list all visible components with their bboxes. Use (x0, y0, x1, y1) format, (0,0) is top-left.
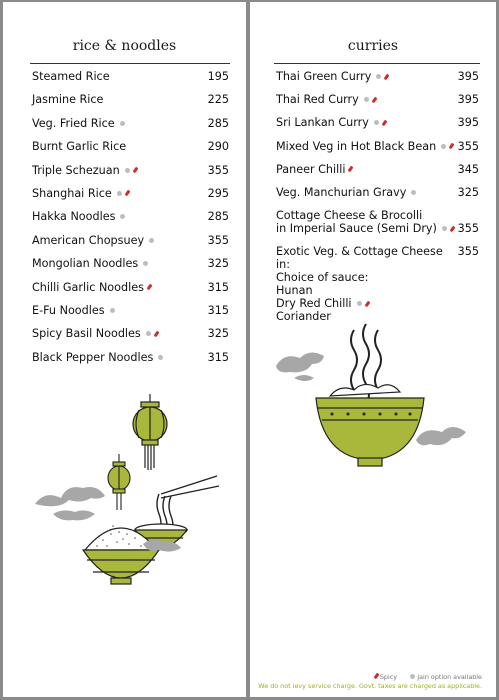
jain-icon (357, 301, 362, 306)
chili-icon (373, 673, 379, 680)
lantern-noodle-illustration (33, 394, 233, 614)
menu-item (32, 304, 229, 317)
jain-icon (146, 331, 151, 336)
section-heading-rice-noodles: rice & noodles (72, 38, 177, 54)
jain-icon (120, 214, 125, 219)
curry-bowl-illustration (274, 320, 484, 470)
item-price: 355 (207, 163, 229, 177)
chili-icon (449, 143, 455, 150)
menu-item (32, 93, 229, 106)
menu-item (32, 164, 229, 177)
sauce-option: Coriander (276, 310, 331, 324)
chili-icon (348, 166, 354, 173)
menu-item (276, 93, 479, 106)
item-name-line: Choice of sauce: (276, 271, 369, 285)
chili-icon (153, 330, 159, 337)
item-name: Spicy Basil Noodles (32, 327, 141, 341)
chili-icon (364, 300, 370, 307)
item-price: 355 (207, 233, 229, 247)
section-heading-curries: curries (347, 38, 399, 54)
menu-item (32, 234, 229, 247)
menu-item (32, 210, 229, 223)
menu-item (32, 351, 229, 364)
menu-item (32, 70, 229, 83)
item-name: Chilli Garlic Noodles (32, 280, 144, 294)
menu-item (32, 117, 229, 130)
menu-item (32, 327, 229, 340)
item-price: 345 (457, 162, 479, 176)
menu-item (32, 281, 229, 294)
jain-icon (376, 74, 381, 79)
item-name: Shanghai Rice (32, 186, 112, 200)
chili-icon (371, 96, 377, 103)
menu-item (276, 140, 479, 153)
jain-icon (158, 355, 163, 360)
item-name: E-Fu Noodles (32, 303, 105, 317)
chili-icon (449, 225, 455, 232)
jain-icon (364, 97, 369, 102)
item-name: Veg. Manchurian Gravy (276, 185, 407, 199)
jain-icon (143, 261, 148, 266)
left-menu-page (3, 2, 246, 697)
item-price: 395 (457, 70, 479, 83)
heading-divider (30, 63, 230, 64)
menu-item (276, 186, 479, 199)
sauce-option: Dry Red Chilli (276, 297, 352, 311)
jain-icon (442, 226, 447, 231)
jain-icon (374, 120, 379, 125)
item-price: 295 (207, 186, 229, 200)
item-name: Mongolian Noodles (32, 257, 139, 271)
item-price: 325 (457, 185, 479, 199)
item-price: 285 (207, 210, 229, 224)
jain-icon (125, 168, 130, 173)
menu-item (276, 209, 479, 235)
item-price: 315 (207, 303, 229, 317)
item-name-line: in Imperial Sauce (Semi Dry) (276, 222, 437, 236)
chili-icon (124, 190, 130, 197)
menu-item (276, 245, 479, 323)
curries-list (276, 70, 479, 334)
item-price: 325 (207, 257, 229, 271)
item-price: 225 (207, 93, 229, 107)
item-name: Thai Green Curry (276, 70, 372, 83)
item-name: Veg. Fried Rice (32, 116, 115, 130)
menu-item (32, 257, 229, 270)
item-price: 315 (207, 350, 229, 364)
chili-icon (384, 73, 390, 80)
item-price: 195 (207, 70, 229, 83)
item-name: Thai Red Curry (276, 93, 359, 107)
item-price: 325 (207, 327, 229, 341)
item-name: Paneer Chilli (276, 162, 346, 176)
item-name-line: Exotic Veg. & Cottage Cheese in: (276, 245, 443, 272)
jain-icon (411, 190, 416, 195)
menu-item (32, 187, 229, 200)
item-price: 355 (457, 245, 479, 259)
jain-icon (117, 191, 122, 196)
item-name: Steamed Rice (32, 70, 110, 83)
item-price: 395 (457, 116, 479, 130)
menu-item (276, 70, 479, 83)
chili-icon (381, 120, 387, 127)
chili-icon (132, 167, 138, 174)
chili-icon (146, 284, 152, 291)
item-price: 395 (457, 93, 479, 107)
right-menu-page (250, 2, 496, 697)
menu-item (276, 116, 479, 129)
item-name: Burnt Garlic Rice (32, 140, 127, 154)
legend-spicy: Spicy (379, 673, 398, 681)
jain-icon (410, 674, 415, 679)
item-name: Sri Lankan Curry (276, 116, 369, 130)
item-name: Black Pepper Noodles (32, 350, 154, 364)
legend-jain: Jain option available (417, 673, 482, 681)
tax-note: We do not levy service charge. Govt. taxes are charged as applicable. (258, 682, 482, 690)
jain-icon (110, 308, 115, 313)
item-name: Triple Schezuan (32, 163, 120, 177)
menu-item (32, 140, 229, 153)
item-price: 290 (207, 140, 229, 154)
jain-icon (149, 238, 154, 243)
menu-item (276, 163, 479, 176)
jain-icon (120, 121, 125, 126)
item-name: American Chopsuey (32, 233, 145, 247)
item-name: Mixed Veg in Hot Black Bean (276, 139, 437, 153)
heading-divider (274, 63, 480, 64)
rice-noodles-list (32, 70, 229, 374)
jain-icon (441, 144, 446, 149)
item-price: 315 (207, 280, 229, 294)
item-price: 355 (457, 139, 479, 153)
menu-footer (258, 673, 482, 691)
item-name-line: Cottage Cheese & Brocolli (276, 209, 423, 223)
item-name: Jasmine Rice (32, 93, 104, 107)
item-price: 285 (207, 116, 229, 130)
item-price: 355 (457, 222, 479, 236)
sauce-option: Hunan (276, 284, 313, 298)
item-name: Hakka Noodles (32, 210, 116, 224)
